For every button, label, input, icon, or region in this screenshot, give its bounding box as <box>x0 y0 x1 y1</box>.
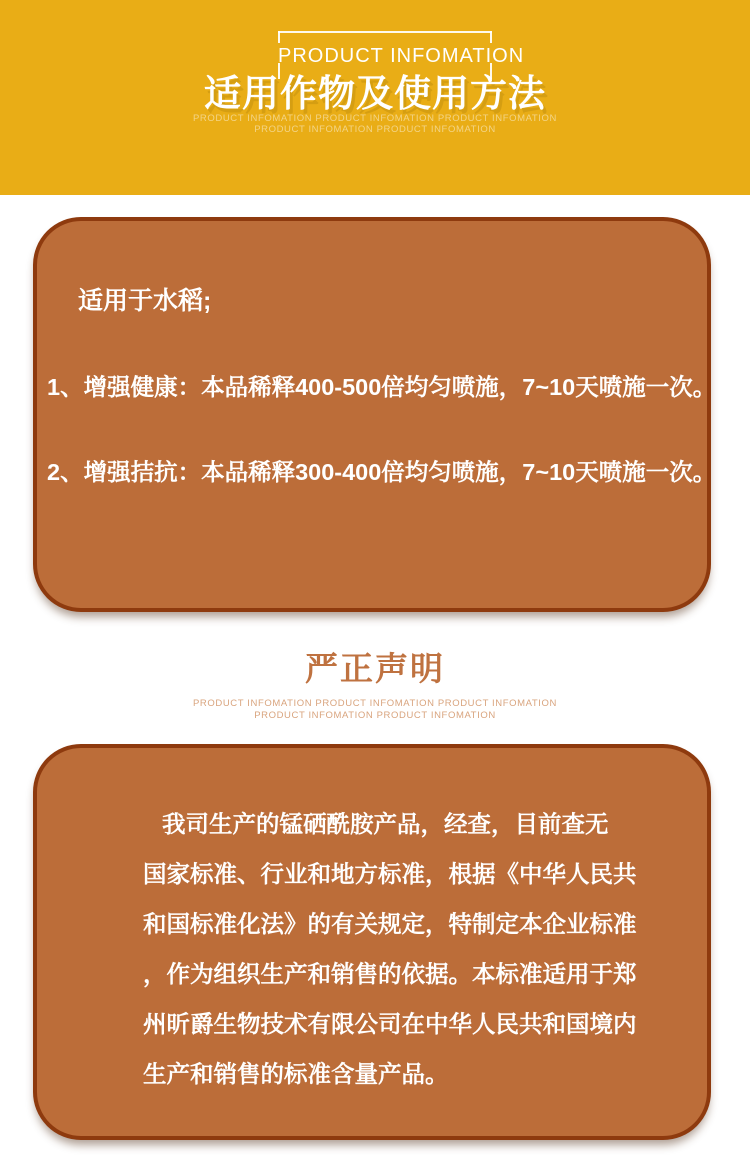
title-frame-right-stub <box>490 31 492 43</box>
statement-line: ，作为组织生产和销售的依据。本标准适用于郑 <box>143 961 637 987</box>
statement-watermark <box>0 698 750 722</box>
usage-step-2: 2、增强拮抗：本品稀释300-400倍均匀喷施，7~10天喷施一次。 <box>47 459 717 485</box>
usage-panel <box>33 217 717 612</box>
title-frame-top-line <box>278 31 492 33</box>
statement-line: 和国标准化法》的有关规定，特制定本企业标准 <box>143 911 637 937</box>
statement-line: 国家标准、行业和地方标准，根据《中华人民共 <box>143 861 637 887</box>
watermark-line: PRODUCT INFOMATION PRODUCT INFOMATION PRODUCT INFOMATION <box>193 113 557 124</box>
header-watermark <box>0 113 750 135</box>
statement-line: 我司生产的锰硒酰胺产品，经查，目前查无 <box>162 811 609 837</box>
statement-title: 严正声明 <box>305 650 445 687</box>
page-title: 适用作物及使用方法 <box>204 73 546 114</box>
watermark-line: PRODUCT INFOMATION PRODUCT INFOMATION <box>254 124 496 135</box>
statement-paragraph <box>143 799 643 1099</box>
usage-step-1: 1、增强健康：本品稀释400-500倍均匀喷施，7~10天喷施一次。 <box>47 374 717 400</box>
usage-intro: 适用于水稻; <box>78 287 212 315</box>
title-frame-left-stub <box>278 31 280 43</box>
watermark-line: PRODUCT INFOMATION PRODUCT INFOMATION PRODUCT INFOMATION <box>193 698 557 709</box>
header-banner <box>0 0 750 195</box>
watermark-line: PRODUCT INFOMATION PRODUCT INFOMATION <box>254 710 496 721</box>
statement-line: 生产和销售的标准含量产品。 <box>143 1061 449 1087</box>
statement-panel <box>33 744 711 1140</box>
header-eyebrow: PRODUCT INFOMATION <box>278 45 525 67</box>
statement-line: 州昕爵生物技术有限公司在中华人民共和国境内 <box>143 1011 637 1037</box>
